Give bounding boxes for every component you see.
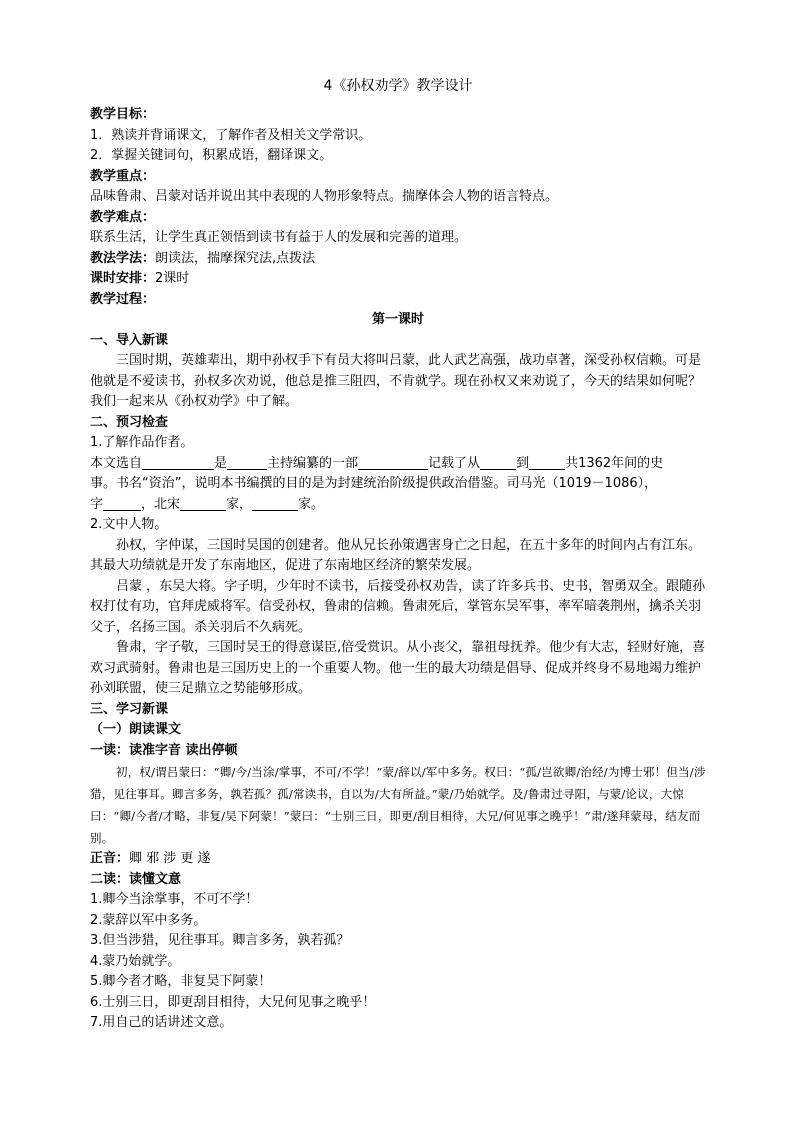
difficulty-heading: 教学难点： [90, 209, 156, 225]
pronunciation-line [90, 849, 706, 870]
fill-text: 记载了从 [428, 455, 481, 471]
intro-paragraph: 三国时期，英雄辈出，期中孙权手下有员大将叫吕蒙，此人武艺高强，战功卓著，深受孙权信赖。可是他就是不爱读书，孙权多次劝说，他总是推三阻四，不肯就学。现在孙权又来劝说了，今天的结果如何呢？我们一起来从《孙权劝学》中了解。 [90, 353, 702, 409]
character-lumeng: 吕蒙 ，东吴大将。字子明，少年时不读书，后接受孙权劝告，读了许多兵书、史书，智勇双全。跟随孙权打仗有功，官拜虎威将军。信受孙权，鲁肃的信赖。鲁肃死后，掌管东吴军事，率军暗袭荆州，擒杀关羽父子，名扬三国。杀关羽后不久病死。 [90, 578, 706, 635]
lesson-title: 第一课时 [371, 312, 424, 327]
fill-text: ，北宋 [141, 496, 181, 512]
methods-line [90, 249, 706, 270]
fill-text: 主持编纂的一部 [267, 455, 359, 471]
pronunciation-chars: 卿 邪 涉 更 遂 [129, 851, 211, 866]
question-item: 5.卿今者才略，非复吴下阿蒙！ [90, 974, 272, 989]
blank-identity-2 [252, 496, 298, 511]
blank-identity-1 [180, 496, 226, 511]
pronunciation-label: 正音： [90, 851, 130, 866]
classical-text: 初，权/谓吕蒙曰：“卿/今/当涂/掌事，不可/不学！”蒙/辞以/军中多务。权曰：“孤/岂欲卿/治经/为博士邪！但当/涉猎，见往事耳。卿言多务，孰若孤？孤/常读书，自以为/大有所益。”蒙/乃始就学。及/鲁肃过寻阳，与蒙/论议，大惊曰：“卿/今者/才略，非复/吴下阿蒙！”蒙曰：“士别三日，即更/刮目相待，大兄/何见事之晚乎！”肃/遂拜蒙母，结友而别。 [90, 765, 706, 845]
question-item: 6.士别三日，即更刮目相待，大兄何见事之晚乎！ [90, 994, 376, 1010]
fill-text: 是 [214, 455, 228, 471]
character-sunquan: 孙权，字仲谋，三国时吴国的创建者。他从兄长孙策遇害身亡之日起，在五十多年的时间内占有江东。其最大功绩就是开发了东南地区，促进了东南地区经济的繁荣发展。 [90, 537, 702, 573]
section2-heading: 二、预习检查 [90, 414, 169, 430]
blank-genre [358, 455, 428, 470]
section3-heading: 三、学习新课 [90, 701, 169, 717]
methods-label: 教法学法： [90, 250, 156, 266]
difficulty-text: 联系生活，让学生真正领悟到读书有益于人的发展和完善的道理。 [90, 230, 468, 245]
document-page [90, 76, 706, 1034]
process-heading: 教学过程： [90, 291, 156, 307]
goal-item-1: 1．熟读并背诵课文，了解作者及相关文学常识。 [90, 127, 372, 143]
fill-text: 家。 [298, 496, 325, 512]
question-item: 3.但当涉猎，见往事耳。卿言多务，孰若孤？ [90, 933, 350, 948]
first-reading-heading: 一读：读准字音 读出停顿 [90, 742, 238, 758]
fill-text: 到 [516, 455, 530, 471]
goal-item-2: 2．掌握关键词句，积累成语，翻译课文。 [90, 148, 333, 163]
fill-text: 本文选自 [90, 455, 143, 471]
schedule-text: 2课时 [155, 271, 190, 286]
blank-courtesy-name [103, 496, 141, 511]
subsection-author: 1.了解作品作者。 [90, 435, 194, 450]
blank-start [480, 455, 516, 470]
blank-end [529, 455, 565, 470]
fill-text: 家， [226, 496, 253, 512]
page-title: 4《孙权劝学》教学设计 [323, 78, 473, 94]
subsection-characters: 2.文中人物。 [90, 517, 168, 532]
question-item: 2.蒙辞以军中多务。 [90, 912, 207, 928]
section1-heading: 一、导入新课 [90, 332, 169, 348]
fill-line-3 [90, 495, 706, 516]
fill-text: 共1362年间的史 [565, 455, 664, 471]
fill-line-2: 事。书名“资治”，说明本书编撰的目的是为封建统治阶级提供政治借鉴。司马光（1019－1086）， [90, 476, 658, 491]
question-item: 1.卿今当涂掌事，不可不学！ [90, 892, 259, 907]
question-item: 4.蒙乃始就学。 [90, 953, 181, 969]
fill-text: 字 [90, 496, 104, 512]
schedule-label: 课时安排： [90, 271, 156, 286]
methods-text: 朗读法，揣摩探究法,点拨法 [155, 250, 316, 266]
schedule-line [90, 269, 706, 290]
focus-text: 品味鲁肃、吕蒙对话并说出其中表现的人物形象特点。揣摩体会人物的语言特点。 [90, 189, 559, 204]
blank-editor [227, 455, 267, 470]
focus-heading: 教学重点： [90, 168, 156, 184]
blank-source [142, 455, 214, 470]
character-lusu: 鲁肃，字子敬，三国时吴王的得意谋臣,倍受赏识。从小丧父，靠祖母抚养。他少有大志，轻财好施，喜欢习武骑射。鲁肃也是三国历史上的一个重要人物。他一生的最大功绩是倡导、促成并终身不易地竭力维护孙刘联盟，使三足鼎立之势能够形成。 [90, 640, 706, 696]
question-item: 7.用自己的话讲述文意。 [90, 1015, 233, 1030]
fill-line-1 [90, 454, 706, 475]
goals-heading: 教学目标： [90, 107, 156, 122]
second-reading-heading: 二读：读懂文意 [90, 871, 182, 887]
subsection-reading: （一）朗读课文 [90, 722, 182, 737]
